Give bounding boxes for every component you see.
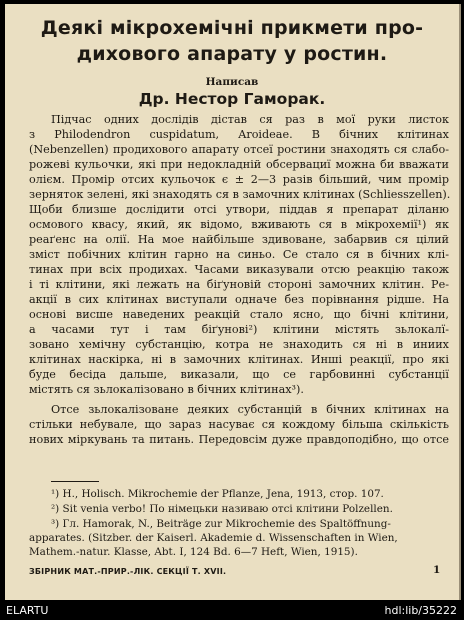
- journal-signature: ЗБІРНИК МАТ.-ПРИР.-ЛІК. СЕКЦІЇ Т. XVII.: [29, 567, 227, 576]
- footnote: ¹) Н., Holisch. Mikrochemie der Pflanze, Jena, 1913, стор. 107.: [51, 488, 384, 500]
- body-line: реаґенс на олії. На мое найбільше здивоване, забарвив ся цілий: [29, 233, 449, 246]
- body-line: стільки небувале, що зараз насуває ся кождому більша скількість: [29, 418, 449, 431]
- byline: Написав: [205, 76, 259, 88]
- body-line: містять ся зьлокалізовано в бічних клітинах³).: [29, 383, 304, 396]
- body-line: а часами тут і там біґунові²) клітини містять зьлокалї-: [29, 323, 449, 336]
- body-line: і ті клітини, які лежать на біґуновій стороні замочних клітин. Ре-: [29, 278, 449, 291]
- author-name: Др. Нестор Гаморак.: [138, 90, 326, 108]
- body-line: Підчас одних дослідів дістав ся раз в мої руки листок: [51, 113, 449, 126]
- repository-watermark: ELARTU: [6, 604, 49, 617]
- article-title-line-1: Деякі мікрохемічні прикмети про-: [40, 17, 424, 39]
- body-line: нових міркувань та питань. Передовсім дуже правдоподібно, що отсе: [29, 433, 449, 446]
- handle-watermark: hdl:lib/35222: [384, 604, 457, 617]
- body-line: акції в сих клітинах виступали одначе без порівнання рідше. На: [29, 293, 449, 306]
- body-line: зміст побічних клітин гарно на синьо. Се стало ся в бічних клі-: [29, 248, 449, 261]
- body-line: зерняток зелені, які знаходять ся в замочних клітинах (Schliesszellen).: [29, 188, 451, 201]
- body-line: осмового квасу, який, як відомо, вживають ся в мікрохемії¹) як: [29, 218, 449, 231]
- document-page: [5, 4, 461, 600]
- footnote-divider: [51, 481, 99, 482]
- body-line: зовано хемічну субстанцію, котра не знаходить ся ні в иниих: [29, 338, 449, 351]
- body-line: основі висше наведених реакцій стало ясно, що бічні клітини,: [29, 308, 449, 321]
- body-line: тинах при всіх продихах. Часами виказували отсю реакцію також: [29, 263, 449, 276]
- footnote: ³) Гл. Hamorak, N., Beiträge zur Mikrochemie des Spaltöffnung-: [51, 518, 391, 530]
- body-line: клітинах наскірка, ні в замочних клітинах. Инші реакції, про які: [29, 353, 449, 366]
- body-line: Щоби близше дослідити отсі утвори, піддав я препарат діланю: [29, 203, 449, 216]
- body-line: з Philodendron cuspidatum, Aroideae. В бічних клітинах: [29, 128, 449, 141]
- footnote-continuation: apparates. (Sitzber. der Kaiserl. Akademie d. Wissenschaften in Wien,: [29, 532, 398, 544]
- body-line: буде бесіда дальше, виказали, що се гарбовинні субстанції: [29, 368, 449, 381]
- footnote-continuation: Mathem.-natur. Klasse, Abt. I, 124 Bd. 6—7 Heft, Wien, 1915).: [29, 546, 358, 558]
- footnote: ²) Sit venia verbo! По німецьки називаю отсі клітини Polzellen.: [51, 503, 393, 515]
- body-line: (Nebenzellen) продихового апарату отсеї ростини знаходять ся слабо-: [29, 143, 449, 156]
- article-title-line-2: дихового апарату у ростин.: [76, 43, 388, 65]
- body-line: олієм. Промір отсих кульочок є ± 2—3 разів більший, чим промір: [29, 173, 449, 186]
- page-number: 1: [433, 564, 441, 576]
- body-line: Отсе зьлокалізоване деяких субстанцій в бічних клітинах на: [51, 403, 449, 416]
- body-line: рожеві кульочки, які при недокладній обсервациї можна би вважати: [29, 158, 449, 171]
